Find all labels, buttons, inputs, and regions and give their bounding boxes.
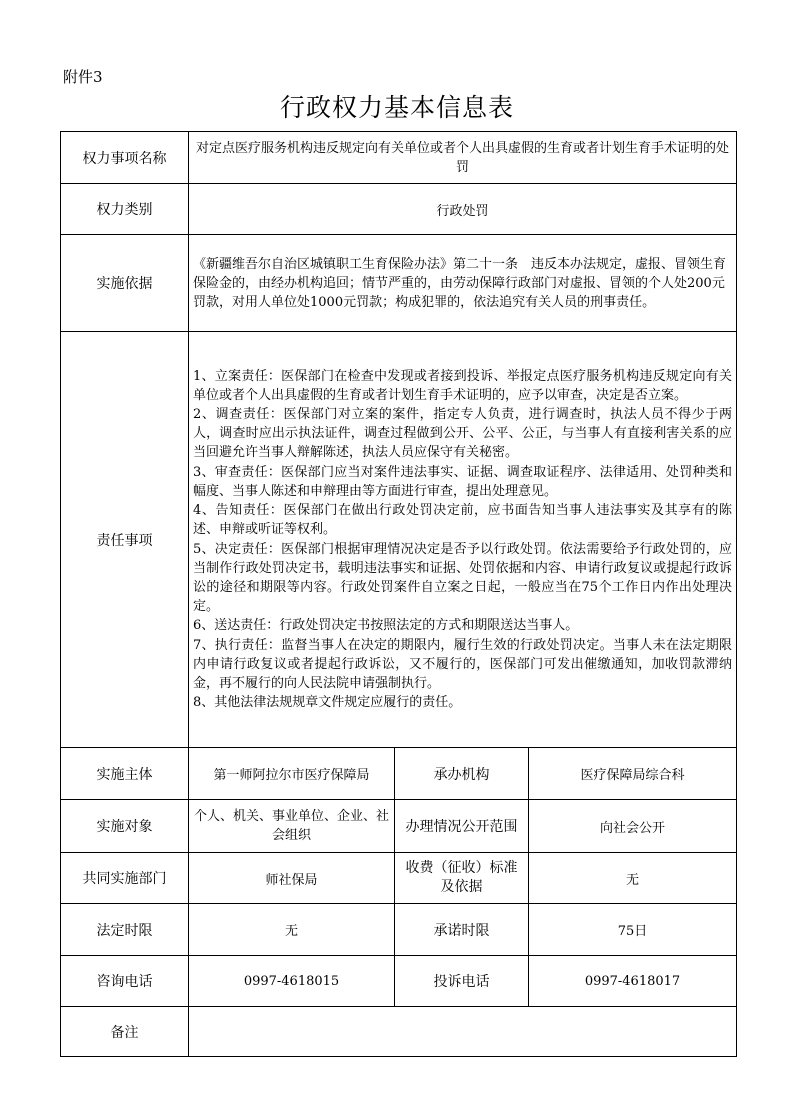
row-phone	[61, 956, 737, 1007]
legal-limit-value: 无	[189, 904, 395, 956]
fee-value: 无	[529, 853, 737, 904]
info-table	[60, 131, 737, 1057]
page-title: 行政权力基本信息表	[279, 93, 514, 122]
remarks-label: 备注	[61, 1007, 189, 1057]
agency-value: 医疗保障局综合科	[529, 748, 737, 800]
row-item-name	[61, 132, 737, 184]
row-remarks	[61, 1007, 737, 1057]
duty-item-3: 3、审查责任：医保部门应当对案件违法事实、证据、调查取证程序、法律适用、处罚种类和幅度、当事人陈述和申辩理由等方面进行审查，提出处理意见。	[193, 464, 733, 499]
row-subject	[61, 748, 737, 800]
duty-item-8: 8、其他法律法规规章文件规定应履行的责任。	[193, 695, 462, 711]
remarks-value	[189, 1007, 737, 1057]
subject-value: 第一师阿拉尔市医疗保障局	[189, 748, 395, 800]
agency-label: 承办机构	[395, 748, 529, 800]
phone-value: 0997-4618015	[189, 956, 395, 1007]
duty-item-6: 6、送达责任：行政处罚决定书按照法定的方式和期限送达当事人。	[193, 618, 579, 634]
row-target	[61, 800, 737, 853]
joint-label: 共同实施部门	[61, 853, 189, 904]
target-value: 个人、机关、事业单位、企业、社会组织	[189, 800, 395, 853]
duty-item-1: 1、立案责任：医保部门在检查中发现或者接到投诉、举报定点医疗服务机构违反规定向有关单位或者个人出具虚假的生育或者计划生育手术证明的，应予以审查，决定是否立案。	[193, 368, 733, 403]
basis-value: 《新疆维吾尔自治区城镇职工生育保险办法》第二十一条 违反本办法规定，虚报、冒领生育保险金的，由经办机构追回；情节严重的，由劳动保障行政部门对虚报、冒领的个人处200元罚款，对用人单位处1000元罚款；构成犯罪的，依法追究有关人员的刑事责任。	[189, 235, 737, 332]
joint-value: 师社保局	[189, 853, 395, 904]
disclosure-label: 办理情况公开范围	[395, 800, 529, 853]
row-time-limit	[61, 904, 737, 956]
disclosure-value: 向社会公开	[529, 800, 737, 853]
duty-item-2: 2、调查责任：医保部门对立案的案件，指定专人负责，进行调查时，执法人员不得少于两人，调查时应出示执法证件，调查过程做到公开、公平、公正，与当事人有直接利害关系的应当回避允许当事人辩解陈述，执法人员应保守有关秘密。	[193, 407, 733, 461]
row-duty	[61, 332, 737, 748]
legal-limit-label: 法定时限	[61, 904, 189, 956]
attachment-label: 附件3	[63, 68, 103, 86]
category-value: 行政处罚	[189, 184, 737, 235]
row-category	[61, 184, 737, 235]
duty-list	[189, 332, 737, 748]
fee-label: 收费（征收）标准及依据	[395, 853, 529, 904]
row-joint	[61, 853, 737, 904]
target-label: 实施对象	[61, 800, 189, 853]
duty-item-5: 5、决定责任：医保部门根据审理情况决定是否予以行政处罚。依法需要给予行政处罚的，应当制作行政处罚决定书，载明违法事实和证据、处罚依据和内容、申请行政复议或提起行政诉讼的途径和期限等内容。行政处罚案件自立案之日起，一般应当在75个工作日内作出处理决定。	[193, 541, 733, 615]
promise-limit-value: 75日	[529, 904, 737, 956]
duty-item-4: 4、告知责任：医保部门在做出行政处罚决定前，应书面告知当事人违法事实及其享有的陈述、申辩或听证等权利。	[193, 503, 733, 538]
category-label: 权力类别	[61, 184, 189, 235]
row-basis	[61, 235, 737, 332]
item-name-label: 权力事项名称	[61, 132, 189, 184]
complaint-value: 0997-4618017	[529, 956, 737, 1007]
duty-item-7: 7、执行责任：监督当事人在决定的期限内，履行生效的行政处罚决定。当事人未在法定期限内申请行政复议或者提起行政诉讼，又不履行的，医保部门可发出催缴通知，加收罚款滞纳金，再不履行的向人民法院申请强制执行。	[193, 637, 733, 691]
item-name-value: 对定点医疗服务机构违反规定向有关单位或者个人出具虚假的生育或者计划生育手术证明的处罚	[189, 132, 737, 184]
phone-label: 咨询电话	[61, 956, 189, 1007]
subject-label: 实施主体	[61, 748, 189, 800]
promise-limit-label: 承诺时限	[395, 904, 529, 956]
duty-label: 责任事项	[61, 332, 189, 748]
complaint-label: 投诉电话	[395, 956, 529, 1007]
basis-label: 实施依据	[61, 235, 189, 332]
